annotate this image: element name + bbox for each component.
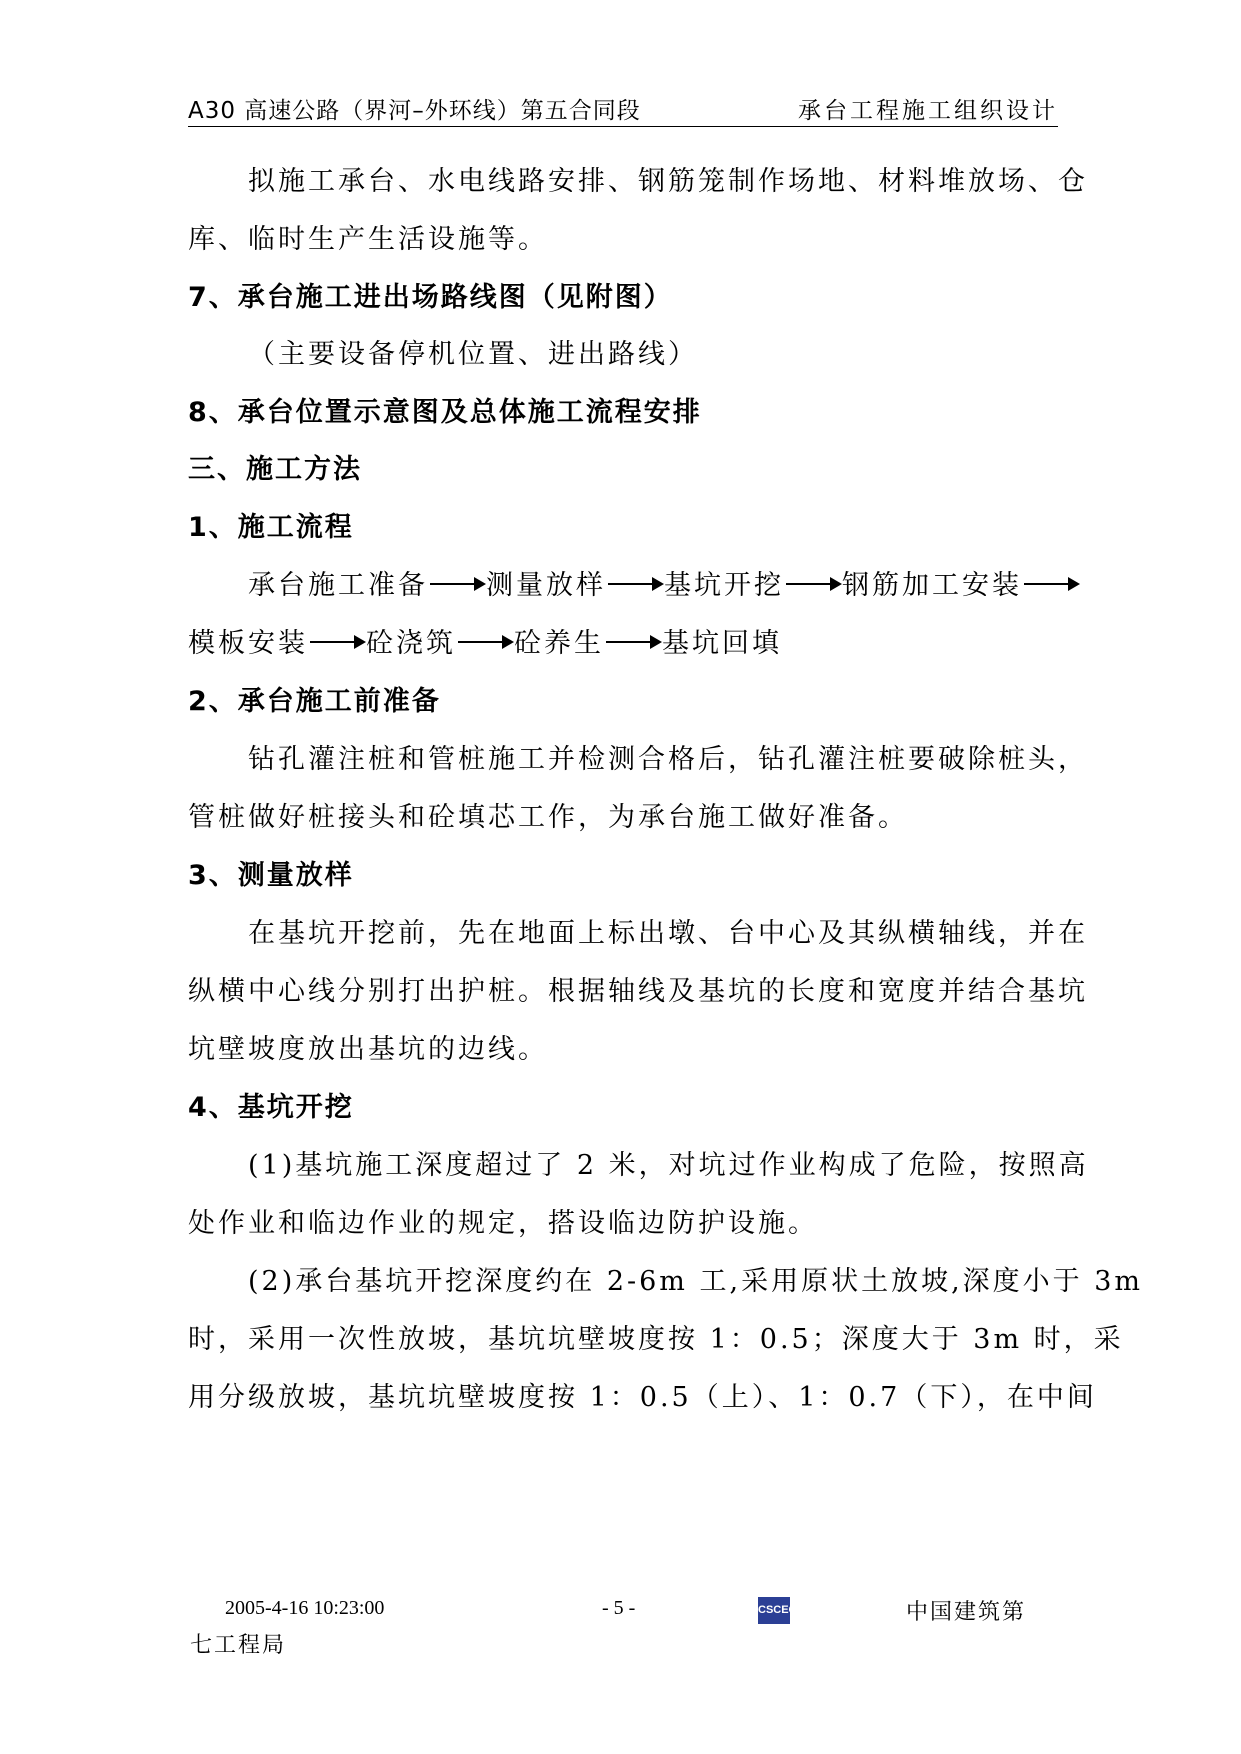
flow-arrow-icon (310, 641, 364, 643)
section-heading-7: 7、承台施工进出场路线图（见附图） (188, 282, 673, 313)
paragraph-line: (1)基坑施工深度超过了 2 米，对坑过作业构成了危险，按照高 (248, 1150, 1089, 1181)
paragraph-line: 库、临时生产生活设施等。 (188, 224, 548, 255)
flow-step: 基坑回填 (662, 628, 782, 659)
flow-step: 模板安装 (188, 628, 308, 659)
chapter-heading: 三、施工方法 (188, 454, 362, 485)
subsection-heading-3: 3、测量放样 (188, 860, 354, 891)
footer-organization: 七工程局 (190, 1633, 287, 1658)
flow-step: 测量放样 (486, 570, 606, 601)
flow-arrow-icon (786, 583, 840, 585)
paragraph-line: 钻孔灌注桩和管桩施工并检测合格后，钻孔灌注桩要破除桩头， (248, 744, 1088, 775)
paragraph-line: （主要设备停机位置、进出路线） (248, 339, 698, 370)
process-flow-line-2 (188, 624, 1068, 664)
paragraph-line: 纵横中心线分别打出护桩。根据轴线及基坑的长度和宽度并结合基坑 (188, 976, 1088, 1007)
header-document-title: 承台工程施工组织设计 (798, 98, 1058, 124)
flow-arrow-icon (608, 583, 662, 585)
paragraph-line: 拟施工承台、水电线路安排、钢筋笼制作场地、材料堆放场、仓 (248, 166, 1088, 197)
paragraph-line: (2)承台基坑开挖深度约在 2-6m 工,采用原状土放坡,深度小于 3m (248, 1266, 1144, 1297)
paragraph-line: 时，采用一次性放坡，基坑坑壁坡度按 1：0.5；深度大于 3m 时，采 (188, 1324, 1124, 1355)
paragraph-line: 用分级放坡，基坑坑壁坡度按 1：0.5（上）、1：0.7（下），在中间 (188, 1382, 1097, 1413)
footer-page-number: - 5 - (602, 1597, 636, 1619)
header-project-title: A30 高速公路（界河–外环线）第五合同段 (188, 98, 641, 124)
flow-step: 基坑开挖 (664, 570, 784, 601)
flow-arrow-icon (458, 641, 512, 643)
flow-step: 砼浇筑 (366, 628, 456, 659)
paragraph-line: 坑壁坡度放出基坑的边线。 (188, 1034, 548, 1065)
paragraph-line: 管桩做好桩接头和砼填芯工作，为承台施工做好准备。 (188, 802, 908, 833)
paragraph-line: 处作业和临边作业的规定，搭设临边防护设施。 (188, 1208, 818, 1239)
flow-step: 钢筋加工安装 (842, 570, 1022, 601)
subsection-heading-4: 4、基坑开挖 (188, 1092, 354, 1123)
flow-arrow-icon (606, 641, 660, 643)
paragraph-line: 在基坑开挖前，先在地面上标出墩、台中心及其纵横轴线，并在 (248, 918, 1088, 949)
company-logo-icon: CSCEC (758, 1597, 790, 1624)
subsection-heading-1: 1、施工流程 (188, 512, 354, 543)
flow-step: 承台施工准备 (248, 570, 428, 601)
page-header (188, 86, 1058, 127)
flow-arrow-icon (430, 583, 484, 585)
footer-organization: 中国建筑第 (906, 1600, 1027, 1625)
footer-date: 2005-4-16 10:23:00 (225, 1597, 385, 1619)
process-flow-line-1 (248, 566, 1128, 606)
subsection-heading-2: 2、承台施工前准备 (188, 686, 441, 717)
flow-arrow-icon (1024, 583, 1078, 585)
flow-step: 砼养生 (514, 628, 604, 659)
section-heading-8: 8、承台位置示意图及总体施工流程安排 (188, 397, 702, 428)
